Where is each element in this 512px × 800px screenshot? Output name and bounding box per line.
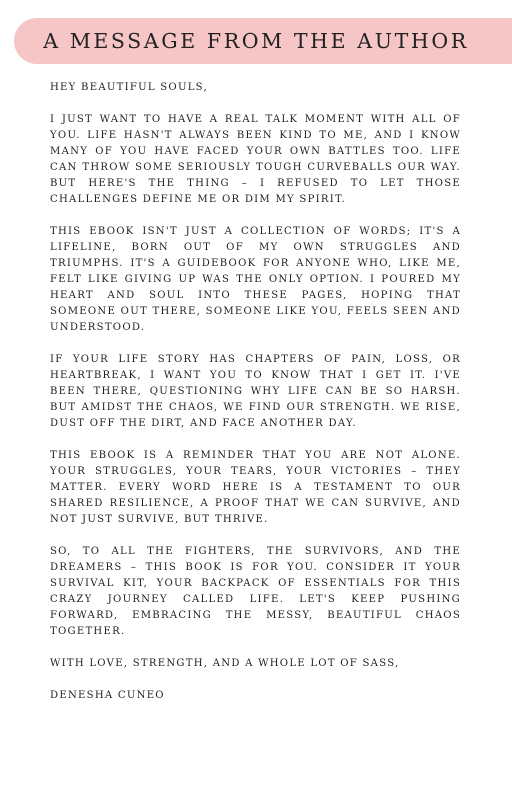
letter-paragraph-5: SO, TO ALL THE FIGHTERS, THE SURVIVORS, AND THE DREAMERS – THIS BOOK IS FOR YOU. CONSIDER IT YOUR SURVIVAL KIT, YOUR BACKPACK OF ESSENTIALS FOR THIS CRAZY JOURNEY CALLED LIFE. LET'S KEEP PUSHING FORWARD, EMBRACING THE MESSY, BEAUTIFUL CHAOS TOGETHER. [50, 546, 461, 637]
letter-paragraph-3: IF YOUR LIFE STORY HAS CHAPTERS OF PAIN, LOSS, OR HEARTBREAK, I WANT YOU TO KNOW THAT I GET IT. I'VE BEEN THERE, QUESTIONING WHY LIFE CAN BE SO HARSH. BUT AMIDST THE CHAOS, WE FIND OUR STRENGTH. WE RISE, DUST OFF THE DIRT, AND FACE ANOTHER DAY. [50, 354, 461, 429]
author-signature: DENESHA CUNEO [50, 690, 165, 701]
letter-paragraph-1: I JUST WANT TO HAVE A REAL TALK MOMENT WITH ALL OF YOU. LIFE HASN'T ALWAYS BEEN KIND TO ME, AND I KNOW MANY OF YOU HAVE FACED YOUR OWN BATTLES TOO. LIFE CAN THROW SOME SERIOUSLY TOUGH CURVEBALLS OUR WAY. BUT HERE'S THE THING – I REFUSED TO LET THOSE CHALLENGES DEFINE ME OR DIM MY SPIRIT. [50, 114, 461, 205]
author-letter [50, 80, 461, 720]
letter-paragraph-2: THIS EBOOK ISN'T JUST A COLLECTION OF WORDS; IT'S A LIFELINE, BORN OUT OF MY OWN STRUGGLES AND TRIUMPHS. IT'S A GUIDEBOOK FOR ANYONE WHO, LIKE ME, FELT LIKE GIVING UP WAS THE ONLY OPTION. I POURED MY HEART AND SOUL INTO THESE PAGES, HOPING THAT SOMEONE OUT THERE, SOMEONE LIKE YOU, FEELS SEEN AND UNDERSTOOD. [50, 226, 461, 333]
letter-greeting: HEY BEAUTIFUL SOULS, [50, 82, 208, 93]
letter-paragraph-4: THIS EBOOK IS A REMINDER THAT YOU ARE NOT ALONE. YOUR STRUGGLES, YOUR TEARS, YOUR VICTORIES – THEY MATTER. EVERY WORD HERE IS A TESTAMENT TO OUR SHARED RESILIENCE, A PROOF THAT WE CAN SURVIVE, AND NOT JUST SURVIVE, BUT THRIVE. [50, 450, 461, 525]
page-title: A MESSAGE FROM THE AUTHOR [43, 29, 469, 53]
letter-closing: WITH LOVE, STRENGTH, AND A WHOLE LOT OF SASS, [50, 658, 400, 669]
